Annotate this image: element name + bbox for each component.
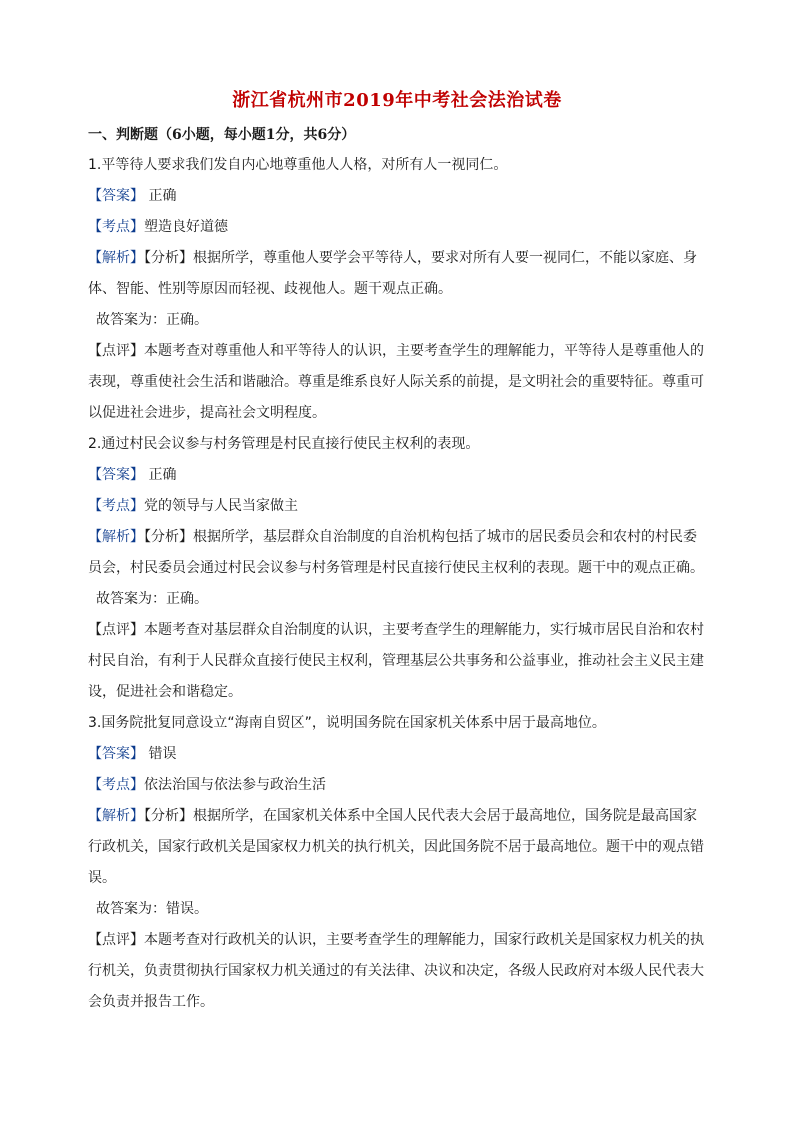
answer-tag: 【答案】 xyxy=(88,467,144,483)
point-value: 塑造良好道德 xyxy=(144,219,228,235)
point-tag: 【考点】 xyxy=(88,219,144,235)
analysis-line xyxy=(88,801,706,832)
answer-tag: 【答案】 xyxy=(88,188,144,204)
point-tag: 【考点】 xyxy=(88,777,144,793)
comment-tag: 【点评】 xyxy=(88,343,144,359)
comment-line: 行机关，负责贯彻执行国家权力机关通过的有关法律、决议和决定，各级人民政府对本级人民代表大 xyxy=(88,963,704,979)
document-body xyxy=(88,150,706,1018)
comment-text: 本题考查对基层群众自治制度的认识，主要考查学生的理解能力，实行城市居民自治和农村 xyxy=(144,622,704,638)
comment-line: 会负责并报告工作。 xyxy=(88,994,214,1010)
analysis-tag: 【解析】 xyxy=(88,808,144,824)
analysis-text: 【分析】根据所学，尊重他人要学会平等待人，要求对所有人要一视同仁，不能以家庭、身 xyxy=(144,250,697,266)
comment-line xyxy=(88,925,706,956)
analysis-tag: 【解析】 xyxy=(88,529,144,545)
final-answer: 故答案为：正确。 xyxy=(96,591,208,607)
question-stem: 3.国务院批复同意设立“海南自贸区”，说明国务院在国家机关体系中居于最高地位。 xyxy=(88,715,606,731)
analysis-text: 【分析】根据所学，在国家机关体系中全国人民代表大会居于最高地位，国务院是最高国家 xyxy=(144,808,697,824)
answer-tag: 【答案】 xyxy=(88,746,144,762)
comment-line: 表现，尊重使社会生活和谐融洽。尊重是维系良好人际关系的前提，是文明社会的重要特征。尊重可 xyxy=(88,374,704,390)
question-stem: 1.平等待人要求我们发自内心地尊重他人人格，对所有人一视同仁。 xyxy=(88,157,508,173)
page-title: 浙江省杭州市2019年中考社会法治试卷 xyxy=(232,90,562,111)
analysis-line xyxy=(88,243,706,274)
comment-line: 设，促进社会和谐稳定。 xyxy=(88,684,242,700)
answer-value: 错误 xyxy=(148,746,177,762)
point-line xyxy=(88,212,706,243)
comment-tag: 【点评】 xyxy=(88,932,144,948)
answer-line xyxy=(88,181,706,212)
answer-value: 正确 xyxy=(148,188,177,204)
final-answer: 故答案为：错误。 xyxy=(96,901,208,917)
comment-text: 本题考查对行政机关的认识，主要考查学生的理解能力，国家行政机关是国家权力机关的执 xyxy=(144,932,704,948)
point-tag: 【考点】 xyxy=(88,498,144,514)
comment-line xyxy=(88,615,706,646)
question-stem: 2.通过村民会议参与村务管理是村民直接行使民主权利的表现。 xyxy=(88,436,480,452)
analysis-tag: 【解析】 xyxy=(88,250,144,266)
comment-line xyxy=(88,336,706,367)
analysis-line: 误。 xyxy=(88,870,116,886)
comment-line: 以促进社会进步，提高社会文明程度。 xyxy=(88,405,326,421)
analysis-line xyxy=(88,522,706,553)
analysis-line: 员会，村民委员会通过村民会议参与村务管理是村民直接行使民主权利的表现。题干中的观点正确。 xyxy=(88,560,704,576)
comment-line: 村民自治，有利于人民群众直接行使民主权利，管理基层公共事务和公益事业，推动社会主义民主建 xyxy=(88,653,704,669)
analysis-line: 体、智能、性别等原因而轻视、歧视他人。题干观点正确。 xyxy=(88,281,452,297)
answer-line xyxy=(88,739,706,770)
comment-tag: 【点评】 xyxy=(88,622,144,638)
answer-value: 正确 xyxy=(148,467,177,483)
point-line xyxy=(88,491,706,522)
answer-line xyxy=(88,460,706,491)
comment-text: 本题考查对尊重他人和平等待人的认识，主要考查学生的理解能力，平等待人是尊重他人的 xyxy=(144,343,704,359)
point-value: 依法治国与依法参与政治生活 xyxy=(144,777,326,793)
analysis-line: 行政机关，国家行政机关是国家权力机关的执行机关，因此国务院不居于最高地位。题干中的观点错 xyxy=(88,839,704,855)
point-line xyxy=(88,770,706,801)
final-answer: 故答案为：正确。 xyxy=(96,312,208,328)
point-value: 党的领导与人民当家做主 xyxy=(144,498,298,514)
analysis-text: 【分析】根据所学，基层群众自治制度的自治机构包括了城市的居民委员会和农村的村民委 xyxy=(144,529,697,545)
section-heading: 一、判断题（6小题，每小题1分，共6分） xyxy=(88,127,356,143)
